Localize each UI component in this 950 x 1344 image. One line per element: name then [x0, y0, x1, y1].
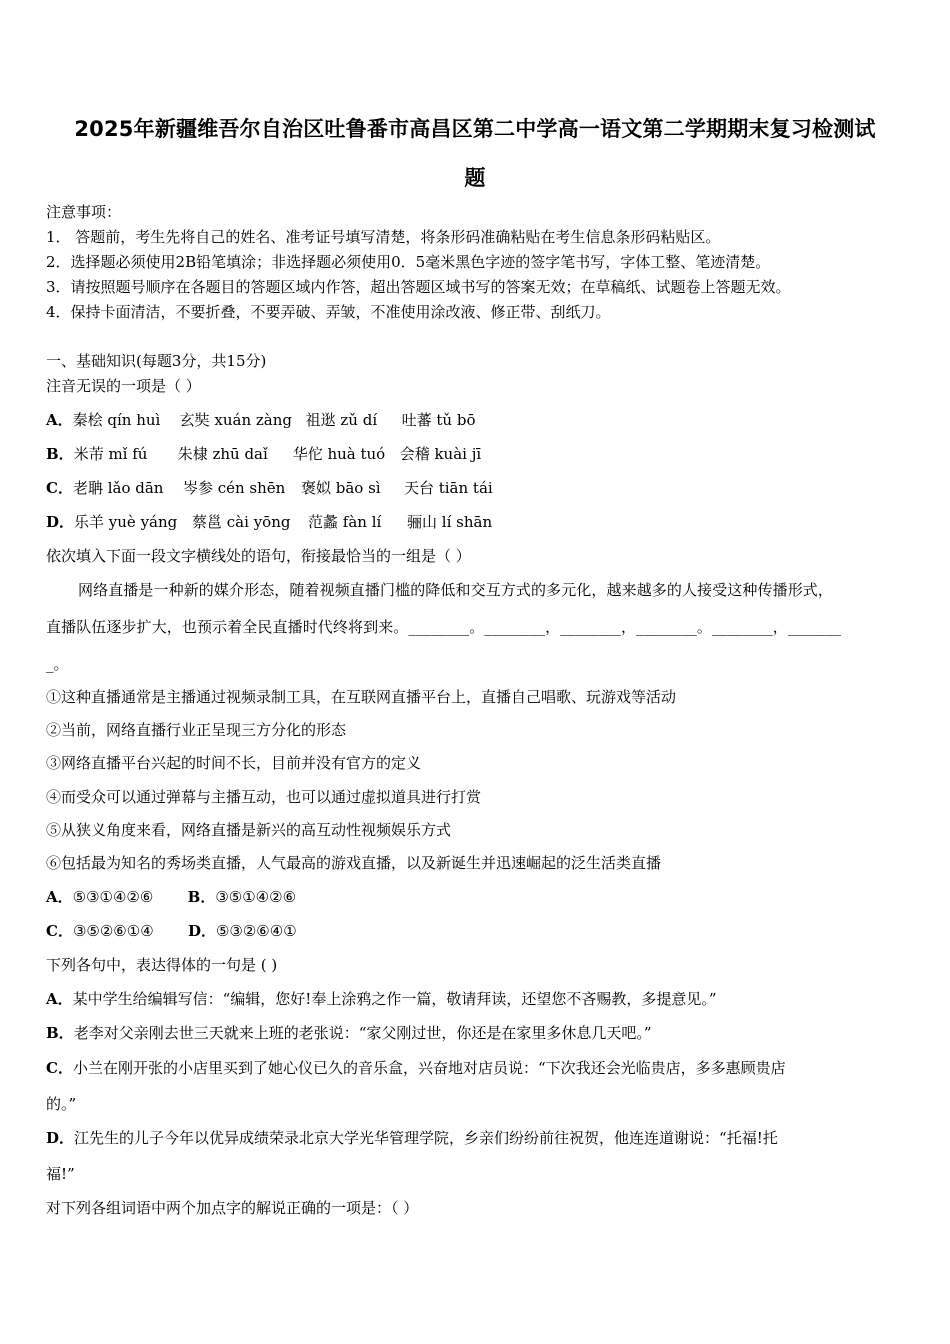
q2-option-d-text: ⑤③②⑥④①	[215, 922, 297, 940]
q1-b-item-4: 会稽 kuài jī	[399, 445, 482, 463]
q1-option-b	[46, 444, 481, 464]
q2-options-row2	[46, 921, 297, 941]
notice-item-4: 4．保持卡面清洁，不要折叠，不要弄破、弄皱，不准使用涂改液、修正带、刮纸刀。	[46, 303, 611, 321]
q2-sentence-2: ②当前，网络直播行业正呈现三方分化的形态	[46, 721, 347, 739]
q3-option-d	[46, 1128, 778, 1148]
q2-stem: 依次填入下面一段文字横线处的语句，衔接最恰当的一组是（ ）	[46, 547, 471, 565]
q2-sentence-6: ⑥包括最为知名的秀场类直播，人气最高的游戏直播，以及新诞生并迅速崛起的泛生活类直播	[46, 854, 662, 872]
q2-paragraph-line3: _。	[46, 655, 69, 673]
q3-option-d-line2: 福!”	[46, 1165, 75, 1183]
q2-option-b-label: B．	[187, 888, 216, 906]
q3-option-c-text-line1: 小兰在刚开张的小店里买到了她心仪已久的音乐盒，兴奋地对店员说：“下次我还会光临贵店，多多惠顾贵店	[72, 1059, 786, 1077]
q1-option-c-label: C．	[46, 479, 73, 497]
notice-item-3: 3．请按照题号顺序在各题目的答题区域内作答，超出答题区域书写的答案无效；在草稿纸、试题卷上答题无效。	[46, 278, 791, 296]
q2-paragraph-line2: 直播队伍逐步扩大，也预示着全民直播时代终将到来。________。________，________，________。________，_______	[46, 618, 842, 636]
q3-option-a-text: 某中学生给编辑写信：“编辑，您好!奉上涂鸦之作一篇，敬请拜读，还望您不吝赐教，多提意见。”	[72, 990, 717, 1008]
q1-option-c	[46, 478, 493, 498]
q2-sentence-4: ④而受众可以通过弹幕与主播互动，也可以通过虚拟道具进行打赏	[46, 788, 482, 806]
q1-a-item-2: 玄奘 xuán zàng	[179, 411, 293, 429]
notice-item-2: 2．选择题必须使用2B铅笔填涂；非选择题必须使用0．5毫米黑色字迹的签字笔书写，字体工整、笔迹清楚。	[46, 253, 771, 271]
q2-sentence-1: ①这种直播通常是主播通过视频录制工具，在互联网直播平台上，直播自己唱歌、玩游戏等活动	[46, 688, 677, 706]
doc-title-line2: 题	[464, 166, 486, 190]
q1-c-item-3: 褒姒 bāo sì	[300, 479, 381, 497]
doc-title-line1: 2025年新疆维吾尔自治区吐鲁番市高昌区第二中学高一语文第二学期期末复习检测试	[74, 117, 876, 141]
notice-item-1: 1． 答题前，考生先将自己的姓名、准考证号填写清楚，将条形码准确粘贴在考生信息条形码粘贴区。	[46, 228, 721, 246]
q1-d-item-2: 蔡邕 cài yōng	[192, 513, 291, 531]
q2-option-c-label: C．	[46, 922, 73, 940]
q2-option-d-label: D．	[187, 922, 216, 940]
q2-sentence-5: ⑤从狭义角度来看，网络直播是新兴的高互动性视频娱乐方式	[46, 821, 452, 839]
q3-option-b-text: 老李对父亲刚去世三天就来上班的老张说：“家父刚过世，你还是在家里多休息几天吧。”	[73, 1024, 652, 1042]
q2-option-c-text: ③⑤②⑥①④	[72, 922, 154, 940]
q1-b-item-1: 米芾 mǐ fú	[73, 445, 148, 463]
notice-heading: 注意事项：	[46, 203, 122, 221]
q2-option-a-label: A．	[46, 888, 73, 906]
q3-option-d-label: D．	[46, 1129, 75, 1147]
q3-option-c-label: C．	[46, 1059, 73, 1077]
q2-paragraph-line1: 网络直播是一种新的媒介形态，随着视频直播门槛的降低和交互方式的多元化，越来越多的人接受这种传播形式，	[78, 581, 834, 599]
q1-a-item-4: 吐蕃 tǔ bō	[401, 411, 476, 429]
q2-option-b-text: ③⑤①④②⑥	[215, 888, 297, 906]
q2-option-a-text: ⑤③①④②⑥	[72, 888, 154, 906]
q1-option-d	[46, 512, 492, 532]
q2-sentence-3: ③网络直播平台兴起的时间不长，目前并没有官方的定义	[46, 754, 422, 772]
q3-option-b	[46, 1023, 652, 1043]
q3-option-c	[46, 1058, 786, 1078]
q1-c-item-1: 老聃 lǎo dān	[72, 479, 164, 497]
q3-option-c-line2: 的。”	[46, 1095, 77, 1113]
q1-stem: 注音无误的一项是（ ）	[46, 377, 201, 395]
q2-options-row1	[46, 887, 296, 907]
q1-option-a	[46, 410, 476, 430]
q1-option-a-label: A．	[46, 411, 73, 429]
q1-a-item-1: 秦桧 qín huì	[72, 411, 161, 429]
q1-b-item-3: 华佗 huà tuó	[292, 445, 386, 463]
q1-c-item-2: 岑参 cén shēn	[182, 479, 286, 497]
q1-c-item-4: 天台 tiān tái	[403, 479, 493, 497]
q3-option-b-label: B．	[46, 1024, 74, 1042]
q1-d-item-1: 乐羊 yuè yáng	[74, 513, 178, 531]
q3-option-a-label: A．	[46, 990, 73, 1008]
q3-option-d-text-line1: 江先生的儿子今年以优异成绩荣录北京大学光华管理学院，乡亲们纷纷前往祝贺，他连连道谢说：“托福!托	[74, 1129, 778, 1147]
q4-stem: 对下列各组词语中两个加点字的解说正确的一项是：（ ）	[46, 1199, 419, 1217]
q1-b-item-2: 朱棣 zhū daǐ	[177, 445, 268, 463]
q1-a-item-3: 祖逖 zǔ dí	[305, 411, 378, 429]
q3-option-a	[46, 989, 717, 1009]
q1-d-item-4: 骊山 lí shān	[407, 513, 493, 531]
section-heading: 一、基础知识(每题3分，共15分)	[46, 352, 267, 370]
q1-option-d-label: D．	[46, 513, 75, 531]
q1-d-item-3: 范蠡 fàn lí	[308, 513, 382, 531]
q3-stem: 下列各句中，表达得体的一句是 ( )	[46, 956, 278, 974]
q1-option-b-label: B．	[46, 445, 74, 463]
